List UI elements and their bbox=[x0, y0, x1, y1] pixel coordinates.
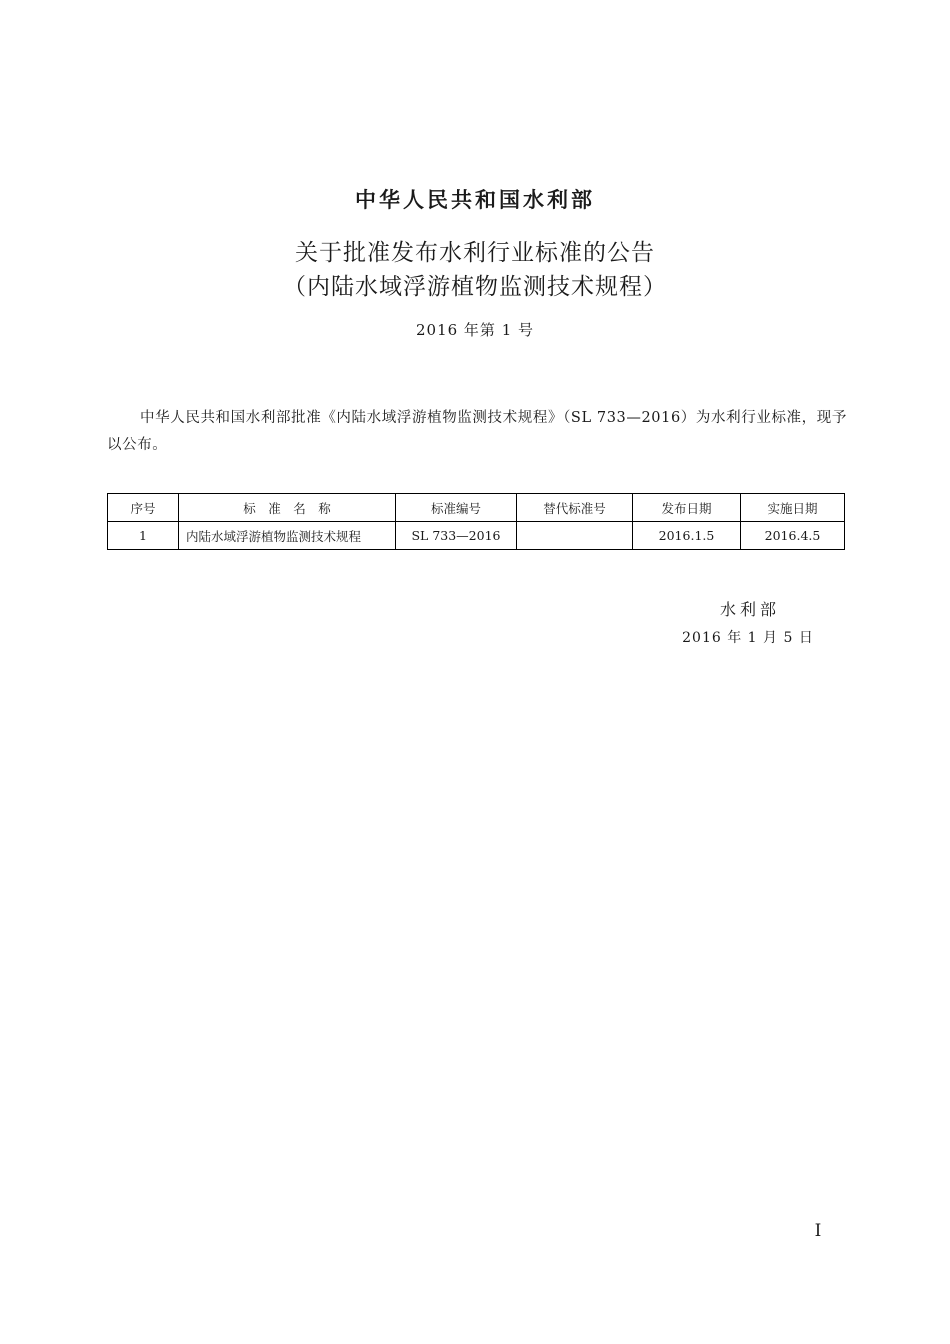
announcement-title: 关于批准发布水利行业标准的公告 bbox=[295, 240, 655, 266]
cell-replaced-code bbox=[517, 522, 633, 550]
header-standard-name: 标 准 名 称 bbox=[179, 494, 396, 522]
header-release-date: 发布日期 bbox=[633, 494, 741, 522]
cell-standard-code: SL 733—2016 bbox=[396, 522, 517, 550]
table-row bbox=[108, 522, 845, 550]
header-replaced-code: 替代标准号 bbox=[517, 494, 633, 522]
announcement-number: 2016 年第 1 号 bbox=[415, 321, 535, 339]
cell-standard-name: 内陆水域浮游植物监测技术规程 bbox=[179, 522, 396, 550]
table-header-row bbox=[108, 494, 845, 522]
signature-date: 2016 年 1 月 5 日 bbox=[682, 630, 814, 646]
header-effective-date: 实施日期 bbox=[741, 494, 845, 522]
cell-release-date: 2016.1.5 bbox=[633, 522, 741, 550]
page-number: I bbox=[814, 1221, 822, 1241]
header-serial: 序号 bbox=[108, 494, 179, 522]
cell-effective-date: 2016.4.5 bbox=[741, 522, 845, 550]
header-standard-code: 标准编号 bbox=[396, 494, 517, 522]
announcement-subtitle: （内陆水域浮游植物监测技术规程） bbox=[283, 274, 667, 300]
announcement-body: 中华人民共和国水利部批准《内陆水域浮游植物监测技术规程》（SL 733—2016）为水利行业标准，现予以公布。 bbox=[107, 409, 847, 453]
standards-table bbox=[107, 493, 845, 550]
signature-organization: 水利部 bbox=[719, 600, 780, 619]
cell-serial: 1 bbox=[108, 522, 179, 550]
issuer-name: 中华人民共和国水利部 bbox=[355, 188, 595, 212]
